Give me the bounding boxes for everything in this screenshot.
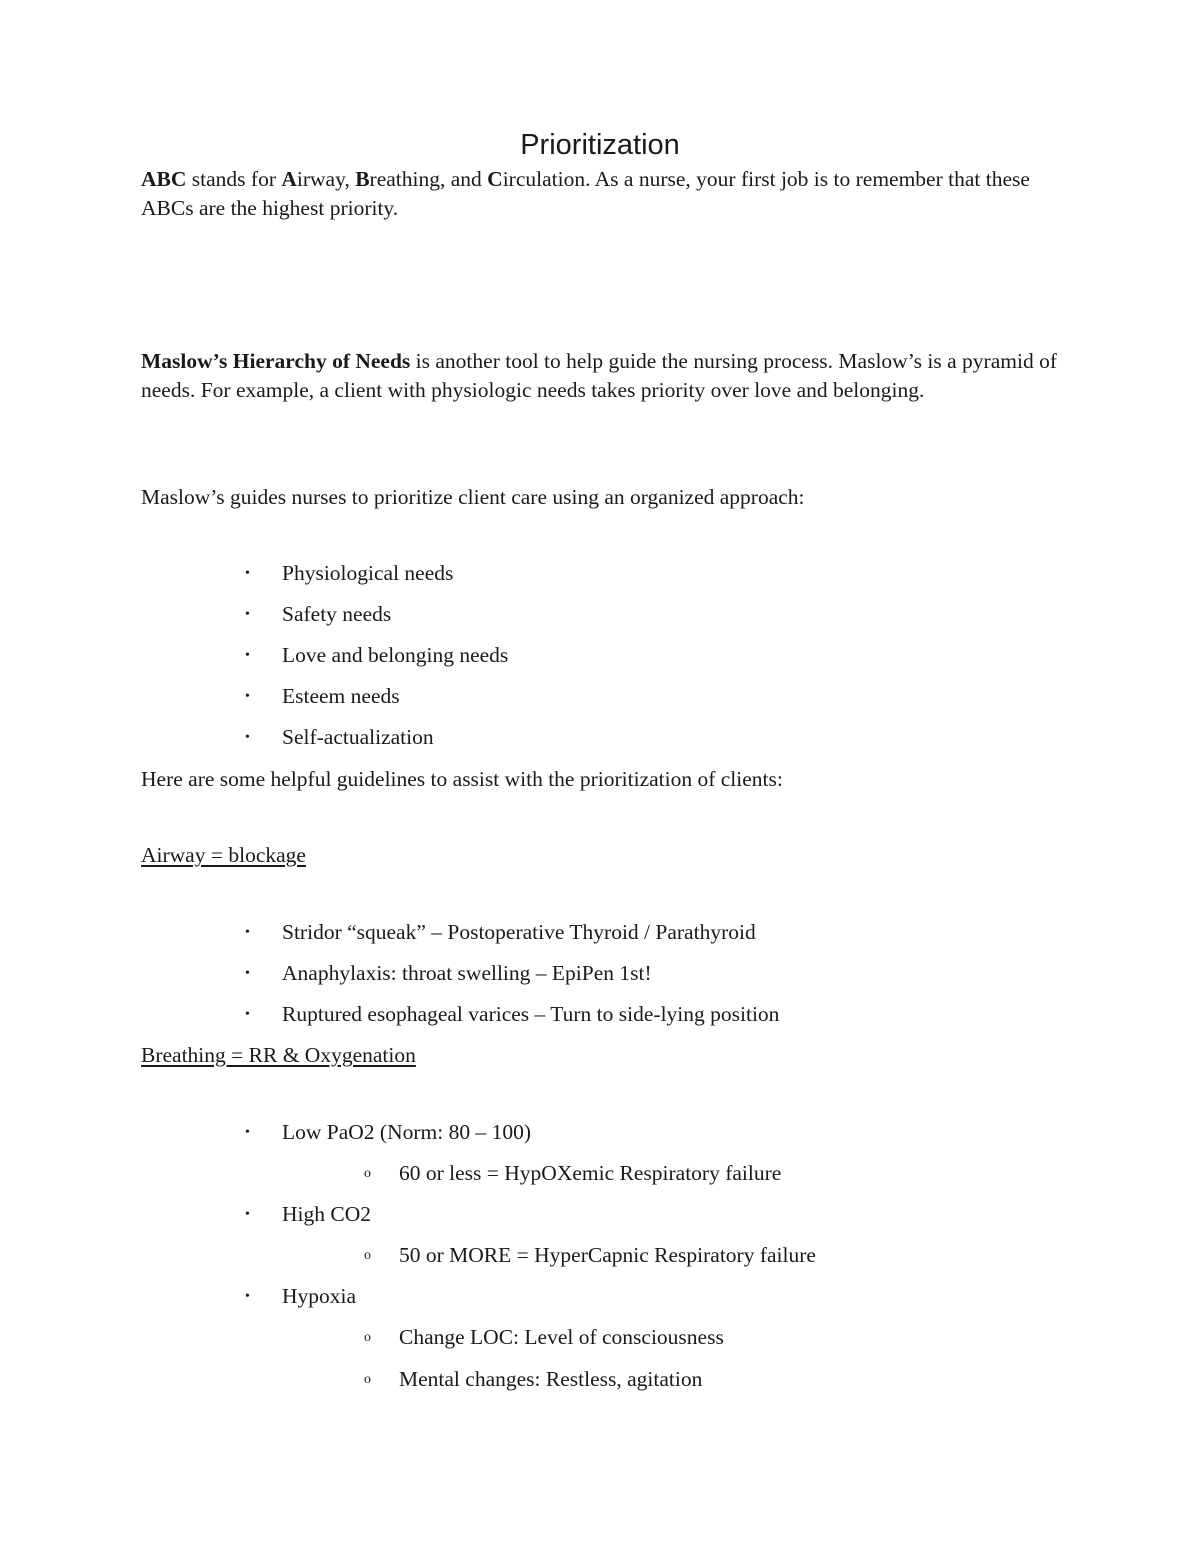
- abc-bold: ABC: [141, 167, 187, 191]
- circle-bullet-icon: o: [364, 1166, 371, 1181]
- bullet-icon: •: [245, 925, 250, 940]
- guidelines-intro: Here are some helpful guidelines to assist with the prioritization of clients:: [141, 767, 783, 791]
- circle-bullet-icon: o: [364, 1372, 371, 1387]
- bullet-icon: •: [245, 566, 250, 581]
- bullet-icon: •: [245, 730, 250, 745]
- abc-text: stands for: [186, 167, 282, 191]
- abc-c-bold: C: [487, 167, 503, 191]
- abc-text: irway,: [296, 167, 356, 191]
- abc-b-bold: B: [355, 167, 370, 191]
- maslow-paragraph: [141, 347, 1061, 405]
- airway-heading: Airway = blockage: [141, 843, 306, 867]
- bullet-icon: •: [245, 1207, 250, 1222]
- abc-text: reathing, and: [369, 167, 488, 191]
- abc-a-bold: A: [281, 167, 297, 191]
- abc-text: irculation. As a nurse, your first job is to remember that these ABCs are the highest priority.: [141, 167, 1030, 220]
- document-page: Prioritization ABC stands for Airway, Breathing, and Circulation. As a nurse, your first job is to remember that these ABCs are the highest priority. Maslow’s Hierarchy of Needs is another tool to help guide the nursing process. Maslow’s is a pyramid of needs. For example, a client with physiologic needs takes priority over love and belonging. Maslow’s guides nurses to prioritize client care using an organized approach: • Physiological needs • Safety needs • Love and belonging needs • Esteem needs • Self-actualization Here are some helpful guidelines to assist with the prioritization of clients: Airway = blockage • Stridor “squeak” – Postoperative Thyroid / Parathyroid • Anaphylaxis: throat swelling – EpiPen 1st! • Ruptured esophageal varices – Turn to side-lying position Breathing = RR & Oxygenation • Low PaO2 (Norm: 80 – 100) o 60 or less = HypOXemic Respiratory failure • High CO2 o 50 or MORE = HyperCapnic Respiratory failure • Hypoxia o Change LOC: Level of consciousness o Mental changes: Restless, agitation: [0, 0, 1200, 1553]
- bullet-icon: •: [245, 648, 250, 663]
- circle-bullet-icon: o: [364, 1248, 371, 1263]
- bullet-icon: •: [245, 607, 250, 622]
- bullet-icon: •: [245, 689, 250, 704]
- abc-paragraph: [141, 165, 1061, 223]
- page-title: Prioritization: [520, 129, 680, 161]
- bullet-icon: •: [245, 1289, 250, 1304]
- breathing-heading: Breathing = RR & Oxygenation: [141, 1043, 416, 1067]
- maslow-bold: Maslow’s Hierarchy of Needs: [141, 349, 411, 373]
- circle-bullet-icon: o: [364, 1330, 371, 1345]
- bullet-icon: •: [245, 1125, 250, 1140]
- maslow-guides-text: Maslow’s guides nurses to prioritize client care using an organized approach:: [141, 485, 805, 509]
- bullet-icon: •: [245, 966, 250, 981]
- maslow-text: is another tool to help guide the nursing process. Maslow’s is a pyramid of needs. For example, a client with physiologic needs takes priority over love and belonging.: [141, 349, 1057, 402]
- bullet-icon: •: [245, 1007, 250, 1022]
